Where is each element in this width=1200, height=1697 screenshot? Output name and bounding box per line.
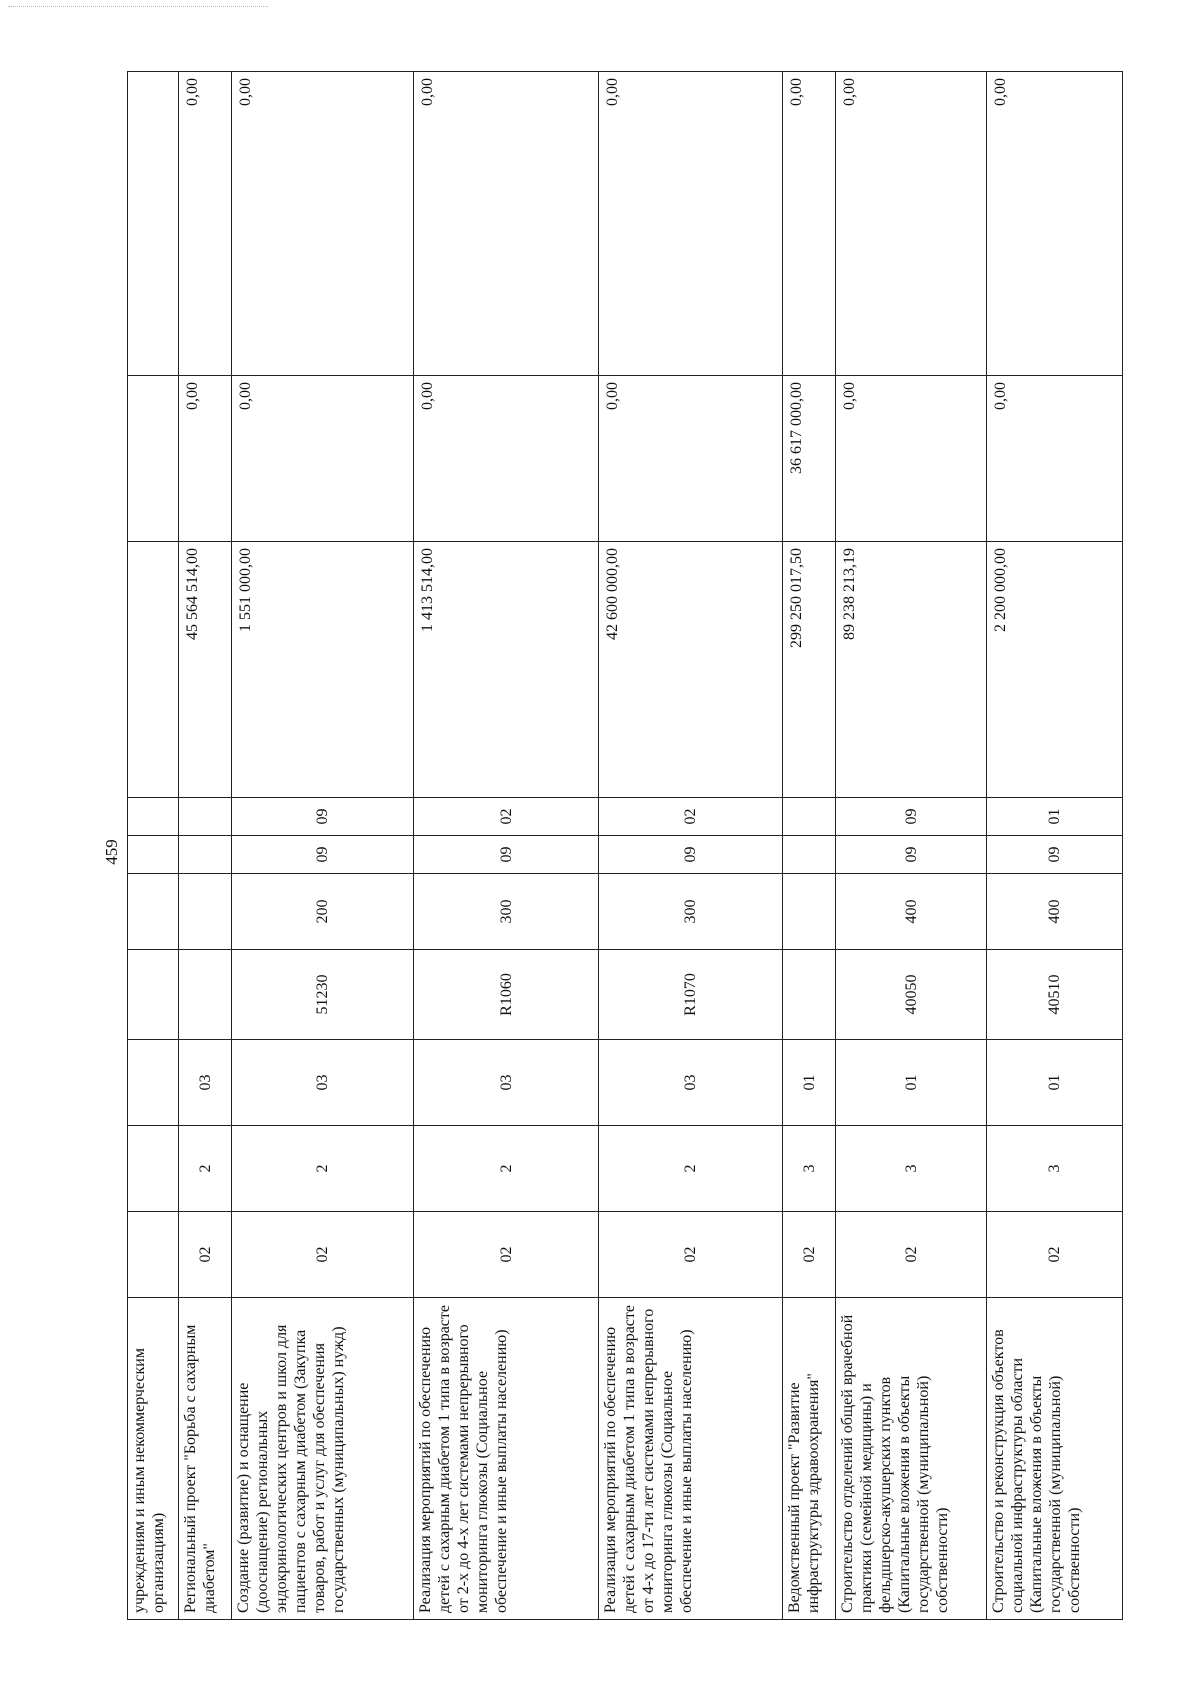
subprogram-code: 3: [783, 1126, 836, 1212]
amount-year-1: 42 600 000,00: [598, 542, 782, 798]
program-code: 02: [179, 1212, 232, 1298]
amount-year-1: 2 200 000,00: [987, 542, 1123, 798]
amount-year-3: 0,00: [179, 72, 232, 376]
row-name: Создание (развитие) и оснащение (дооснащение) региональных эндокринологических центров и школ для пациентов с сахарным диабетом (Закупка товаров, работ и услуг для обеспечения государственных (муниципальных) нужд): [232, 1298, 414, 1620]
expense-code: 51230: [232, 950, 414, 1040]
subprogram-code: 3: [987, 1126, 1123, 1212]
expense-type: [128, 874, 179, 950]
expense-type: 300: [414, 874, 598, 950]
subprogram-code: 2: [179, 1126, 232, 1212]
section-code: [179, 836, 232, 874]
row-name: Реализация мероприятий по обеспечению детей с сахарным диабетом 1 типа в возрасте от 4-х до 17-ти лет системами непрерывного мониторинга глюкозы (Социальное обеспечение и иные выплаты населению): [598, 1298, 782, 1620]
amount-year-1: 45 564 514,00: [179, 542, 232, 798]
subsection-code: 09: [232, 798, 414, 836]
section-code: 09: [414, 836, 598, 874]
table-row: [987, 72, 1123, 1620]
event-code: [128, 1040, 179, 1126]
row-name: Региональный проект "Борьба с сахарным диабетом": [179, 1298, 232, 1620]
amount-year-2: 0,00: [836, 376, 987, 542]
event-code: 03: [598, 1040, 782, 1126]
expense-type: 300: [598, 874, 782, 950]
table-row: [232, 72, 414, 1620]
amount-year-1: 299 250 017,50: [783, 542, 836, 798]
amount-year-2: [128, 376, 179, 542]
amount-year-3: [128, 72, 179, 376]
subsection-code: 09: [836, 798, 987, 836]
section-code: 09: [598, 836, 782, 874]
budget-table: [127, 72, 1123, 1620]
expense-type: 400: [836, 874, 987, 950]
table-row: [128, 72, 179, 1620]
program-code: 02: [414, 1212, 598, 1298]
amount-year-3: 0,00: [783, 72, 836, 376]
program-code: 02: [836, 1212, 987, 1298]
program-code: 02: [987, 1212, 1123, 1298]
expense-code: [783, 950, 836, 1040]
event-code: 01: [836, 1040, 987, 1126]
subprogram-code: 2: [232, 1126, 414, 1212]
subprogram-code: [128, 1126, 179, 1212]
program-code: 02: [232, 1212, 414, 1298]
expense-type: 200: [232, 874, 414, 950]
program-code: 02: [598, 1212, 782, 1298]
table-row: [836, 72, 987, 1620]
event-code: 01: [987, 1040, 1123, 1126]
subprogram-code: 2: [414, 1126, 598, 1212]
amount-year-2: 36 617 000,00: [783, 376, 836, 542]
amount-year-2: 0,00: [414, 376, 598, 542]
subsection-code: 02: [414, 798, 598, 836]
amount-year-3: 0,00: [987, 72, 1123, 376]
amount-year-2: 0,00: [179, 376, 232, 542]
subsection-code: [783, 798, 836, 836]
amount-year-3: 0,00: [598, 72, 782, 376]
amount-year-3: 0,00: [232, 72, 414, 376]
section-code: 09: [836, 836, 987, 874]
expense-type: 400: [987, 874, 1123, 950]
subprogram-code: 2: [598, 1126, 782, 1212]
expense-code: 40510: [987, 950, 1123, 1040]
section-code: 09: [987, 836, 1123, 874]
expense-code: R1070: [598, 950, 782, 1040]
subprogram-code: 3: [836, 1126, 987, 1212]
expense-type: [179, 874, 232, 950]
section-code: [783, 836, 836, 874]
amount-year-3: 0,00: [414, 72, 598, 376]
event-code: 03: [232, 1040, 414, 1126]
subsection-code: 02: [598, 798, 782, 836]
table-row: [414, 72, 598, 1620]
expense-code: 40050: [836, 950, 987, 1040]
table-row: [179, 72, 232, 1620]
row-name: Реализация мероприятий по обеспечению детей с сахарным диабетом 1 типа в возрасте от 2-х до 4-х лет системами непрерывного мониторинга глюкозы (Социальное обеспечение и иные выплаты населению): [414, 1298, 598, 1620]
expense-code: [128, 950, 179, 1040]
section-code: [128, 836, 179, 874]
amount-year-1: 1 413 514,00: [414, 542, 598, 798]
subsection-code: [128, 798, 179, 836]
expense-code: [179, 950, 232, 1040]
amount-year-2: 0,00: [987, 376, 1123, 542]
program-code: 02: [783, 1212, 836, 1298]
expense-type: [783, 874, 836, 950]
event-code: 03: [179, 1040, 232, 1126]
program-code: [128, 1212, 179, 1298]
amount-year-2: 0,00: [232, 376, 414, 542]
event-code: 03: [414, 1040, 598, 1126]
table-row: [783, 72, 836, 1620]
expense-code: R1060: [414, 950, 598, 1040]
table-row: [598, 72, 782, 1620]
amount-year-1: [128, 542, 179, 798]
row-name: Строительство и реконструкция объектов социальной инфраструктуры области (Капитальные вложения в объекты государственной (муниципальной) собственности): [987, 1298, 1123, 1620]
subsection-code: [179, 798, 232, 836]
subsection-code: 01: [987, 798, 1123, 836]
section-code: 09: [232, 836, 414, 874]
row-name: учреждениям и иным некоммерческим организациям): [128, 1298, 179, 1620]
event-code: 01: [783, 1040, 836, 1126]
amount-year-1: 89 238 213,19: [836, 542, 987, 798]
amount-year-2: 0,00: [598, 376, 782, 542]
amount-year-1: 1 551 000,00: [232, 542, 414, 798]
page-number: 459: [102, 839, 121, 865]
scan-artifact: [8, 6, 268, 13]
row-name: Строительство отделений общей врачебной практики (семейной медицины) и фельдшерско-акушерских пунктов (Капитальные вложения в объекты государственной (муниципальной) собственности): [836, 1298, 987, 1620]
amount-year-3: 0,00: [836, 72, 987, 376]
row-name: Ведомственный проект "Развитие инфраструктуры здравоохранения": [783, 1298, 836, 1620]
